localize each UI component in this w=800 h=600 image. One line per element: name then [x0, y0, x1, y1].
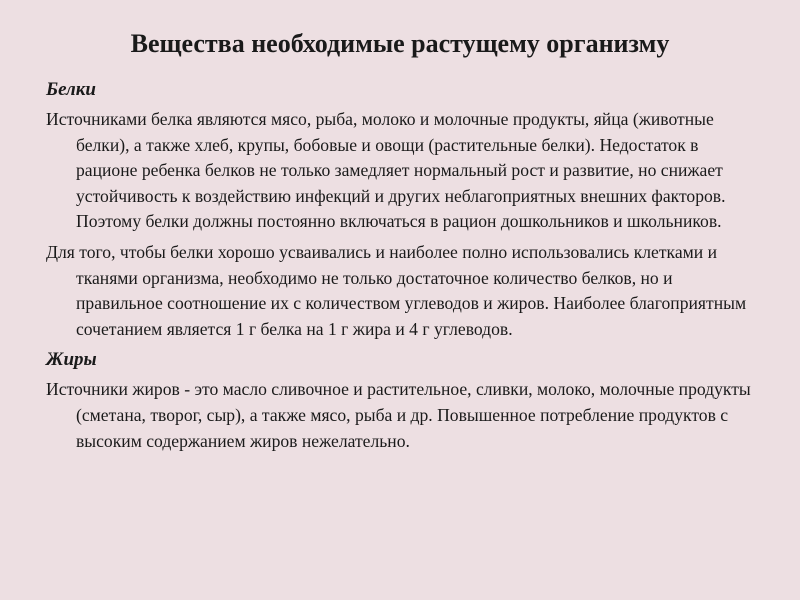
section-proteins: [46, 78, 758, 342]
paragraph-fats-sources: Источники жиров - это масло сливочное и растительное, сливки, молоко, молочные продукты (сметана, творог, сыр), а также мясо, рыба и др. Повышенное потребление продуктов с высоким содержанием жиров нежелательно.: [46, 379, 751, 451]
section-fats: [46, 348, 758, 454]
section-heading-proteins: Белки: [46, 79, 96, 100]
paragraph-proteins-sources: Источниками белка являются мясо, рыба, молоко и молочные продукты, яйца (животные белки), а также хлеб, крупы, бобовые и овощи (растительные белки). Недостаток в рационе ребенка белков не только замедляет нормальный рост и развитие, но снижает устойчивость к воздействию инфекций и других неблагоприятных внешних факторов. Поэтому белки должны постоянно включаться в рацион дошкольников и школьников.: [46, 109, 726, 232]
slide-title: Вещества необходимые растущему организму: [130, 29, 670, 58]
slide-content: [46, 78, 758, 459]
paragraph-proteins-ratio: Для того, чтобы белки хорошо усваивались и наиболее полно использовались клетками и тканями организма, необходимо не только достаточное количество белков, но и правильное соотношение их с количеством углеводов и жиров. Наиболее благоприятным сочетанием является 1 г белка на 1 г жира и 4 г углеводов.: [46, 241, 747, 339]
section-heading-fats: Жиры: [46, 349, 97, 371]
